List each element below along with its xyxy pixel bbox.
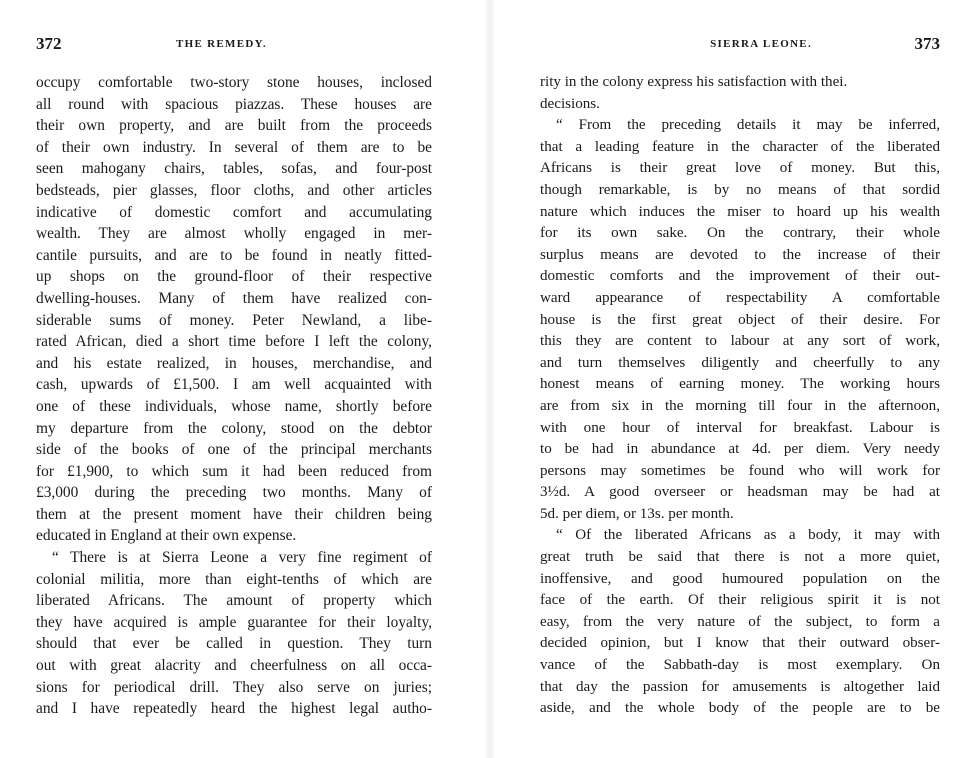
- text-line: surplus means are devoted to the increase of their: [540, 246, 940, 263]
- text-line: decisions.: [540, 95, 600, 112]
- text-line: that a leading feature in the character of the liberated: [540, 138, 940, 155]
- text-line: educated in England at their own expense.: [36, 527, 297, 545]
- text-line: all round with spacious piazzas. These houses are: [36, 95, 432, 113]
- text-line: of their own industry. In several of them are to be: [36, 138, 432, 156]
- left-page-header: [36, 34, 432, 58]
- text-line: their own property, and are built from the proceeds: [36, 117, 432, 135]
- text-line: rated African, died a short time before I left the colony,: [36, 333, 432, 351]
- right-page: [490, 0, 980, 758]
- text-line: occupy comfortable two-story stone houses, inclosed: [36, 74, 432, 91]
- right-page-number: 373: [914, 34, 940, 53]
- text-line: ward appearance of respectability A comfortable: [540, 289, 940, 306]
- left-page-body: [36, 72, 432, 720]
- text-line: house is the first great object of their desire. For: [540, 311, 940, 328]
- text-line: my departure from the colony, stood on the debtor: [36, 419, 432, 437]
- text-line: to be had in abundance at 4d. per diem. Very needy: [540, 441, 940, 458]
- text-line: with one hour of interval for breakfast. Labour is: [540, 419, 940, 436]
- left-page-number: 372: [36, 34, 62, 53]
- right-page-body: [540, 72, 940, 720]
- text-line: that day the passion for amusements is altogether laid: [540, 678, 940, 695]
- text-line: wealth. They are almost wholly engaged in mer-: [36, 225, 432, 243]
- text-line: are from six in the morning till four in the afternoon,: [540, 397, 940, 414]
- text-line: for £1,900, to which sum it had been reduced from: [36, 462, 432, 480]
- text-line: should that ever be called in question. They turn: [36, 635, 432, 653]
- text-line: rity in the colony express his satisfaction with thei.: [540, 74, 848, 90]
- text-line: easy, from the very nature of the subject, to form a: [540, 613, 940, 630]
- text-line: and I have repeatedly heard the highest legal autho-: [36, 700, 432, 718]
- text-line: sions for periodical drill. They also serve on juries;: [36, 678, 432, 696]
- left-running-head: THE REMEDY.: [176, 38, 267, 50]
- text-line: out with great alacrity and cheerfulness on all occa-: [36, 657, 432, 675]
- text-line: “ Of the liberated Africans as a body, it may with: [556, 527, 940, 544]
- text-line: “ There is at Sierra Leone a very fine regiment of: [52, 549, 432, 567]
- text-line: indicative of domestic comfort and accumulating: [36, 203, 432, 221]
- text-line: side of the books of one of the principal merchants: [36, 441, 432, 459]
- text-line: bedsteads, pier glasses, floor cloths, and other articles: [36, 181, 432, 199]
- text-line: Africans is their great love of money. But this,: [540, 160, 940, 177]
- text-line: and his estate realized, in houses, merchandise, and: [36, 354, 432, 372]
- text-line: up shops on the ground-floor of their respective: [36, 268, 432, 286]
- text-line: decided opinion, but I know that their outward obser-: [540, 635, 940, 652]
- text-line: this they are content to labour at any sort of work,: [540, 333, 940, 350]
- text-line: £3,000 during the preceding two months. Many of: [36, 484, 432, 502]
- text-line: and turn themselves diligently and cheerfully to any: [540, 354, 940, 371]
- text-line: colonial militia, more than eight-tenths of which are: [36, 570, 432, 588]
- text-line: though remarkable, is by no means of that sordid: [540, 181, 940, 198]
- text-line: domestic comforts and the improvement of their out-: [540, 268, 940, 285]
- right-page-header: [540, 34, 940, 58]
- text-line: one of these individuals, whose name, shortly before: [36, 397, 432, 415]
- text-line: cantile pursuits, and are to be found in neatly fitted-: [36, 246, 432, 264]
- text-line: 3½d. A good overseer or headsman may be had at: [540, 484, 940, 501]
- text-line: them at the present moment have their children being: [36, 505, 432, 523]
- text-line: for its own sake. On the contrary, their whole: [540, 225, 940, 242]
- text-line: vance of the Sabbath-day is most exemplary. On: [540, 657, 940, 674]
- text-line: inoffensive, and good humoured population on the: [540, 570, 940, 587]
- text-line: persons may sometimes be found who will work for: [540, 462, 940, 479]
- text-line: 5d. per diem, or 13s. per month.: [540, 505, 734, 522]
- text-line: siderable sums of money. Peter Newland, a libe-: [36, 311, 432, 329]
- text-line: honest means of earning money. The working hours: [540, 376, 940, 393]
- text-line: cash, upwards of £1,500. I am well acquainted with: [36, 376, 432, 394]
- text-line: aside, and the whole body of the people are to be: [540, 700, 940, 717]
- text-line: liberated Africans. The amount of property which: [36, 592, 432, 610]
- text-line: great truth be said that there is not a more quiet,: [540, 549, 940, 566]
- text-line: face of the earth. Of their religious spirit it is not: [540, 592, 940, 609]
- text-line: they have acquired is ample guarantee for their loyalty,: [36, 613, 432, 631]
- text-line: dwelling-houses. Many of them have realized con-: [36, 289, 432, 307]
- text-line: nature which induces the miser to hoard up his wealth: [540, 203, 940, 220]
- right-running-head: SIERRA LEONE.: [710, 38, 812, 50]
- text-line: seen mahogany chairs, tables, sofas, and four-post: [36, 160, 432, 178]
- text-line: “ From the preceding details it may be inferred,: [556, 117, 940, 134]
